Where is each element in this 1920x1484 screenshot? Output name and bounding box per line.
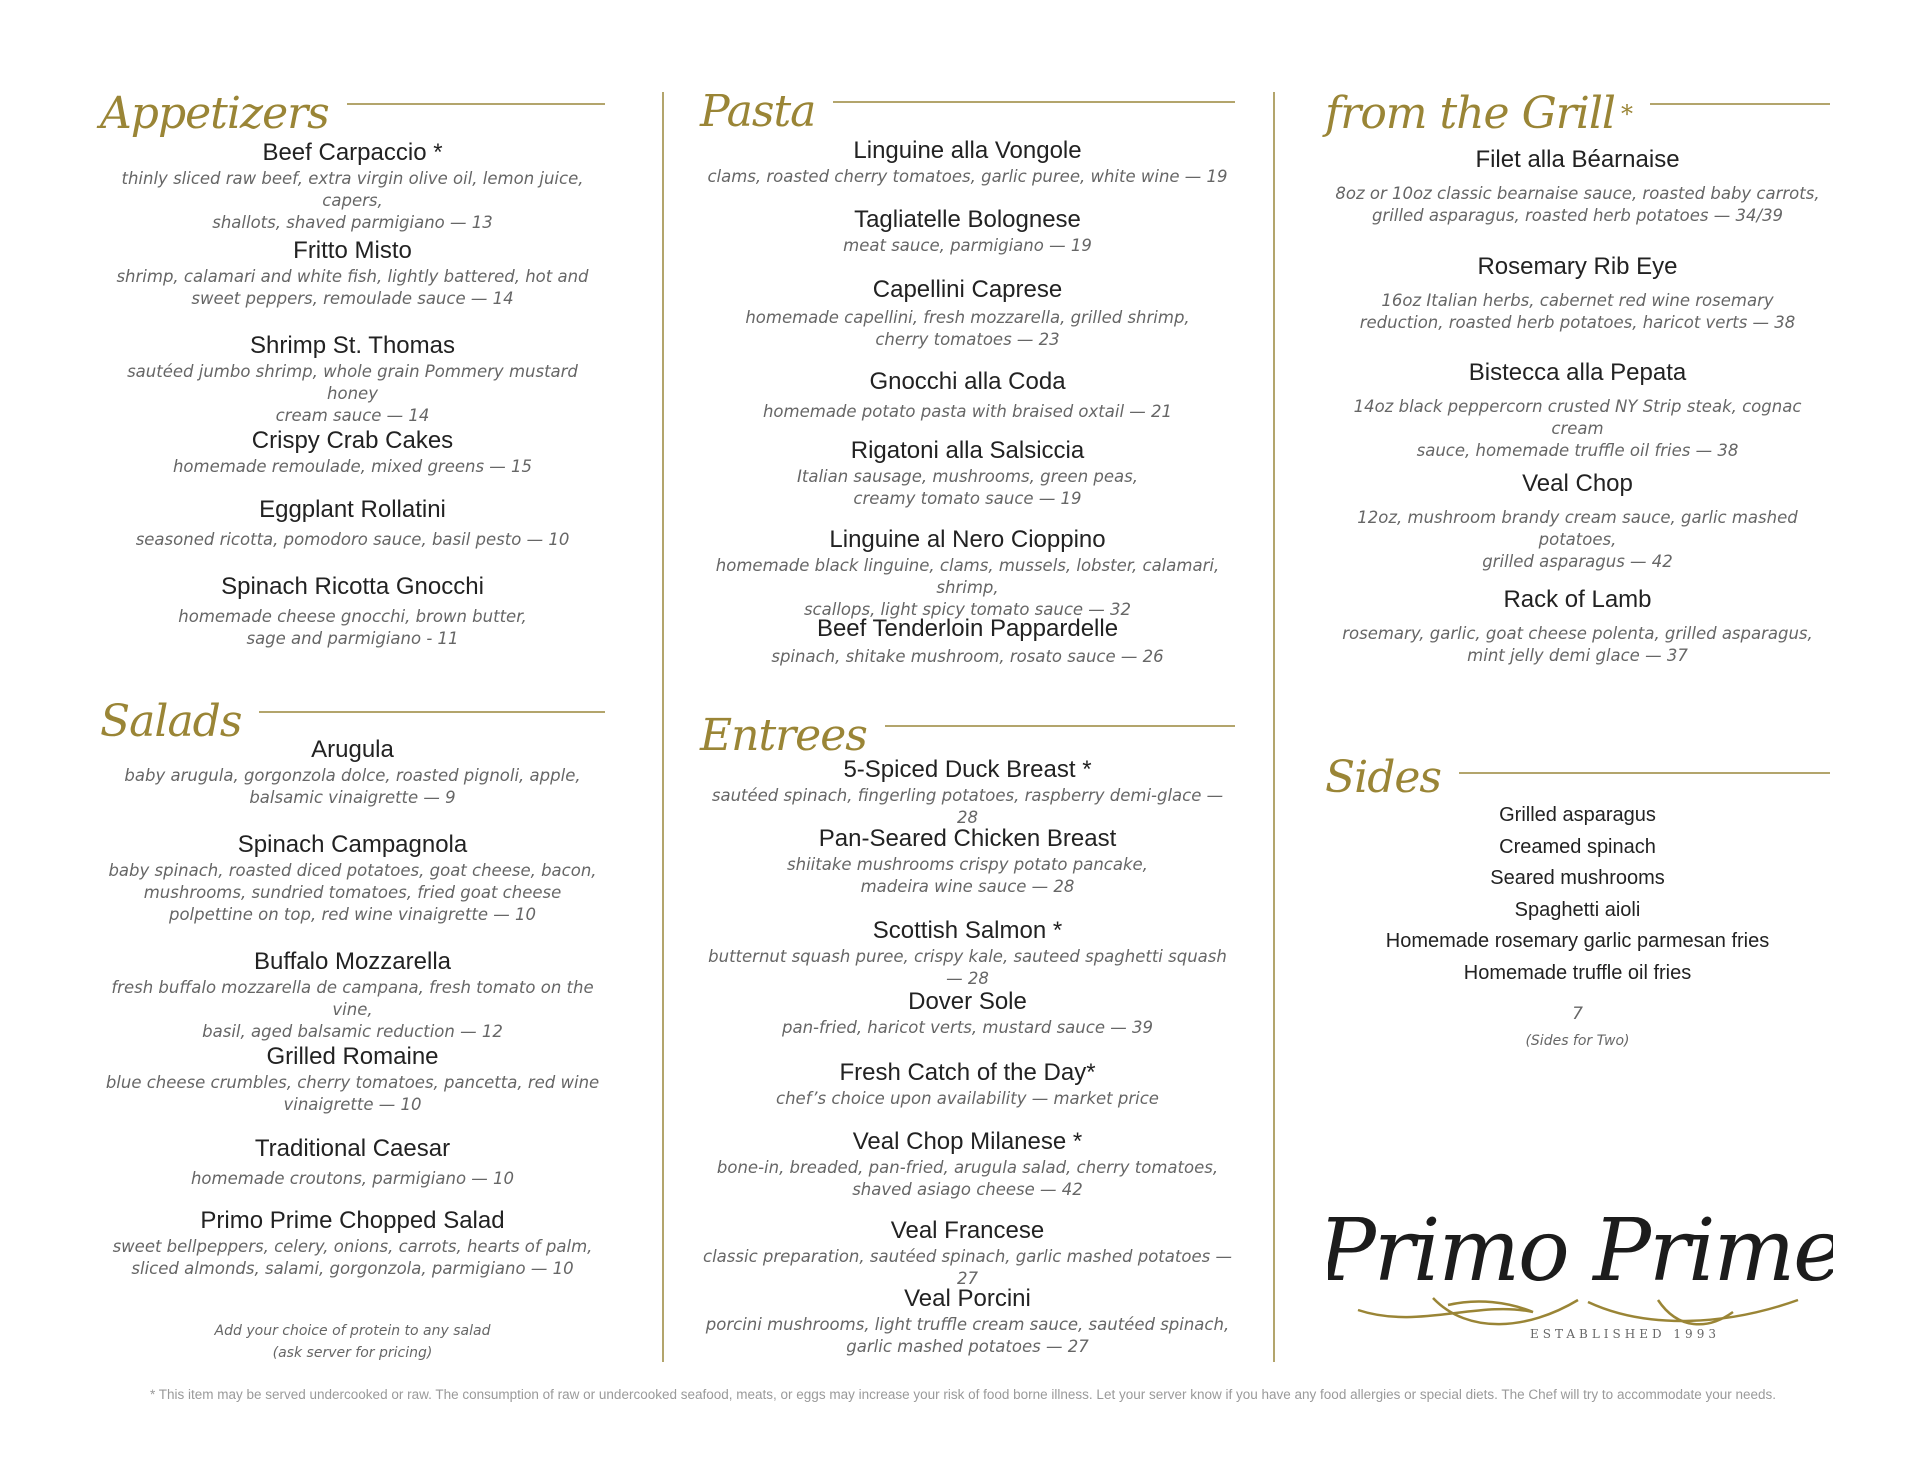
side-item: Creamed spinach [1499, 835, 1656, 858]
sides-title: Sides [1325, 750, 1459, 806]
item-name: Pan-Seared Chicken Breast [818, 825, 1117, 852]
item-description: baby arugula, gorgonzola dolce, roasted pignoli, apple, [124, 766, 581, 785]
side-item: Grilled asparagus [1499, 804, 1656, 826]
menu-item [1325, 145, 1830, 227]
item-description: homemade croutons, parmigiano — 10 [190, 1169, 515, 1188]
item-name: Bistecca alla Pepata [1468, 359, 1687, 386]
item-name: Dover Sole [908, 988, 1027, 1015]
item-description: madeira wine sauce — 28 [860, 877, 1075, 896]
item-description: reduction, roasted herb potatoes, haricot verts — 38 [1359, 313, 1796, 332]
menu-item [700, 436, 1235, 510]
item-description: sweet peppers, remoulade sauce — 14 [191, 289, 514, 308]
item-description: cream sauce — 14 [275, 406, 430, 425]
column-divider-left [662, 92, 664, 1362]
item-description: homemade cheese gnocchi, brown butter, [178, 607, 527, 626]
grill-section [1325, 86, 1830, 142]
appetizers-title: Appetizers [100, 86, 347, 142]
item-description: chef’s choice upon availability — market price [776, 1089, 1159, 1108]
item-description: sautéed jumbo shrimp, whole grain Pommery mustard honey [127, 362, 578, 403]
menu-item [100, 1134, 605, 1190]
appetizers-header [100, 86, 605, 142]
menu-item [100, 735, 605, 809]
item-description: 8oz or 10oz classic bearnaise sauce, roasted baby carrots, [1335, 184, 1820, 203]
menu-item [700, 987, 1235, 1039]
sides-note: (Sides for Two) [1525, 1033, 1630, 1049]
menu-item [100, 495, 605, 551]
menu-item [100, 947, 605, 1043]
item-description: homemade remoulade, mixed greens — 15 [172, 457, 533, 476]
menu-item [100, 572, 605, 650]
item-description: 16oz Italian herbs, cabernet red wine rosemary [1381, 291, 1774, 310]
column-divider-right [1273, 92, 1275, 1362]
item-description: classic preparation, sautéed spinach, garlic mashed potatoes — 27 [703, 1247, 1232, 1288]
item-name: Fritto Misto [293, 237, 412, 264]
item-description: seasoned ricotta, pomodoro sauce, basil pesto — 10 [135, 530, 570, 549]
menu-item [700, 1216, 1235, 1290]
menu-item [700, 205, 1235, 257]
salads-rule [240, 711, 605, 713]
item-name: Crispy Crab Cakes [251, 427, 454, 454]
menu-item [1325, 585, 1830, 667]
menu-item [100, 1042, 605, 1116]
item-description: homemade potato pasta with braised oxtail — 21 [762, 402, 1173, 421]
menu-item [700, 136, 1235, 188]
item-description: shrimp, calamari and white fish, lightly battered, hot and [116, 267, 589, 286]
item-name: Veal Francese [890, 1217, 1045, 1244]
item-name: Beef Carpaccio * [262, 139, 443, 166]
item-name: 5-Spiced Duck Breast * [843, 756, 1092, 783]
item-description: sage and parmigiano - 11 [246, 629, 459, 648]
logo-gold-swash-right [1588, 1300, 1798, 1321]
item-description: 12oz, mushroom brandy cream sauce, garlic mashed potatoes, [1357, 508, 1798, 549]
item-name: Veal Chop [1522, 470, 1633, 497]
salad-protein-note: (ask server for pricing) [272, 1345, 433, 1361]
item-description: pan-fried, haricot verts, mustard sauce — 39 [782, 1018, 1153, 1037]
menu-item [700, 916, 1235, 990]
menu-item [100, 236, 605, 310]
item-name: Spinach Campagnola [237, 831, 468, 858]
menu-item [1325, 252, 1830, 334]
item-name: Rack of Lamb [1503, 586, 1652, 613]
menu-item [700, 755, 1235, 829]
item-name: Grilled Romaine [266, 1043, 439, 1070]
menu-item [700, 1058, 1235, 1110]
menu-item [100, 138, 605, 234]
item-name: Buffalo Mozzarella [254, 948, 451, 975]
item-description: meat sauce, parmigiano — 19 [843, 236, 1092, 255]
item-name: Spinach Ricotta Gnocchi [221, 573, 484, 600]
logo-tagline: ESTABLISHED 1993 [1530, 1327, 1720, 1341]
menu-item [700, 614, 1235, 668]
item-description: 14oz black peppercorn crusted NY Strip steak, cognac cream [1353, 397, 1802, 438]
sides-rule [1435, 772, 1830, 774]
menu-item [100, 426, 605, 478]
item-name: Gnocchi alla Coda [869, 368, 1066, 395]
sides-header [1325, 750, 1830, 806]
item-name: Filet alla Béarnaise [1475, 146, 1680, 173]
item-description: basil, aged balsamic reduction — 12 [202, 1022, 503, 1041]
item-description: baby spinach, roasted diced potatoes, goat cheese, bacon, [108, 861, 597, 880]
item-description: mint jelly demi glace — 37 [1467, 646, 1688, 665]
menu-item [700, 1127, 1235, 1201]
item-description: shiitake mushrooms crispy potato pancake, [787, 855, 1148, 874]
item-description: thinly sliced raw beef, extra virgin olive oil, lemon juice, capers, [121, 169, 584, 210]
item-name: Linguine alla Vongole [853, 137, 1082, 164]
item-description: grilled asparagus, roasted herb potatoes — 34/39 [1371, 206, 1784, 225]
item-description: homemade black linguine, clams, mussels, lobster, calamari, shrimp, [715, 556, 1220, 597]
item-name: Arugula [311, 736, 394, 763]
logo-gold-swash-left-lower [1433, 1298, 1578, 1324]
logo-graphic [1328, 1180, 1833, 1350]
item-description: spinach, shitake mushroom, rosato sauce — 26 [771, 647, 1164, 666]
pasta-title: Pasta [700, 84, 833, 140]
item-description: sauce, homemade truffle oil fries — 38 [1416, 441, 1739, 460]
item-name: Tagliatelle Bolognese [854, 206, 1081, 233]
item-name: Shrimp St. Thomas [250, 332, 455, 359]
item-name: Beef Tenderloin Pappardelle [816, 615, 1119, 642]
item-description: rosemary, garlic, goat cheese polenta, grilled asparagus, [1342, 624, 1813, 643]
salads-title: Salads [100, 694, 259, 750]
item-description: garlic mashed potatoes — 27 [846, 1337, 1089, 1356]
item-description: mushrooms, sundried tomatoes, fried goat cheese [143, 883, 562, 902]
grill-title [1325, 86, 1650, 142]
pasta-section [700, 84, 1235, 140]
appetizers-section [100, 86, 605, 142]
item-name: Rigatoni alla Salsiccia [850, 437, 1085, 464]
menu-item [700, 1284, 1235, 1358]
grill-asterisk: * [1620, 100, 1632, 128]
grill-header [1325, 86, 1830, 142]
menu-item [100, 331, 605, 427]
item-description: grilled asparagus — 42 [1482, 552, 1673, 571]
entrees-title: Entrees [700, 708, 885, 764]
side-item: Homemade truffle oil fries [1463, 961, 1692, 984]
item-description: blue cheese crumbles, cherry tomatoes, pancetta, red wine [105, 1073, 600, 1092]
footer-disclaimer: * This item may be served undercooked or raw. The consumption of raw or undercooked seafood, meats, or eggs may increase your risk of food borne illness. Let your server know if you have any food allergies or special diets. The Chef will try to accommodate your needs. [149, 1387, 1777, 1402]
menu-item [100, 1206, 605, 1280]
item-description: polpettine on top, red wine vinaigrette — 10 [168, 905, 537, 924]
item-description: scallops, light spicy tomato sauce — 32 [803, 600, 1132, 619]
item-description: homemade capellini, fresh mozzarella, grilled shrimp, [745, 308, 1190, 327]
side-item: Spaghetti aioli [1514, 898, 1641, 921]
grill-title-text: from the Grill [1325, 88, 1615, 139]
item-name: Capellini Caprese [872, 276, 1063, 303]
item-name: Veal Chop Milanese * [852, 1128, 1083, 1155]
item-description: shallots, shaved parmigiano — 13 [212, 213, 493, 232]
item-description: bone-in, breaded, pan-fried, arugula salad, cherry tomatoes, [716, 1158, 1219, 1177]
item-name: Fresh Catch of the Day* [839, 1059, 1096, 1086]
item-description: sweet bellpeppers, celery, onions, carrots, hearts of palm, [112, 1237, 593, 1256]
item-name: Traditional Caesar [254, 1135, 451, 1162]
menu-item [700, 275, 1235, 351]
item-name: Veal Porcini [904, 1285, 1031, 1312]
item-description: sliced almonds, salami, gorgonzola, parmigiano — 10 [131, 1259, 574, 1278]
entrees-rule [840, 725, 1235, 727]
item-description: creamy tomato sauce — 19 [853, 489, 1082, 508]
sides-list [1325, 800, 1830, 989]
menu-item [1325, 358, 1830, 462]
side-item: Homemade rosemary garlic parmesan fries [1385, 930, 1770, 952]
side-item: Seared mushrooms [1490, 867, 1665, 889]
item-name: Primo Prime Chopped Salad [200, 1207, 505, 1234]
item-description: sautéed spinach, fingerling potatoes, raspberry demi-glace — 28 [711, 786, 1224, 827]
item-description: shaved asiago cheese — 42 [852, 1180, 1083, 1199]
menu-item [1325, 469, 1830, 573]
logo-wordmark: Primo Prime [1328, 1201, 1833, 1301]
item-description: cherry tomatoes — 23 [875, 330, 1060, 349]
item-description: balsamic vinaigrette — 9 [249, 788, 456, 807]
sides-section [1325, 750, 1830, 806]
primo-prime-logo [1328, 1180, 1833, 1350]
menu-item [100, 830, 605, 926]
menu-item [700, 367, 1235, 423]
item-name: Scottish Salmon * [872, 917, 1063, 944]
item-name: Rosemary Rib Eye [1477, 253, 1678, 280]
salad-protein-note: Add your choice of protein to any salad [214, 1323, 491, 1339]
menu-item [700, 525, 1235, 621]
pasta-rule [816, 101, 1235, 103]
item-description: fresh buffalo mozzarella de campana, fresh tomato on the vine, [111, 978, 594, 1019]
item-name: Eggplant Rollatini [259, 496, 446, 523]
item-description: vinaigrette — 10 [283, 1095, 422, 1114]
item-description: porcini mushrooms, light truffle cream sauce, sautéed spinach, [705, 1315, 1230, 1334]
item-name: Linguine al Nero Cioppino [829, 526, 1106, 553]
menu-item [700, 824, 1235, 898]
item-description: Italian sausage, mushrooms, green peas, [797, 467, 1138, 486]
sides-price: 7 [1572, 1004, 1583, 1024]
item-description: clams, roasted cherry tomatoes, garlic puree, white wine — 19 [707, 167, 1228, 186]
item-description: butternut squash puree, crispy kale, sauteed spaghetti squash — 28 [708, 947, 1227, 988]
pasta-header [700, 84, 1235, 140]
